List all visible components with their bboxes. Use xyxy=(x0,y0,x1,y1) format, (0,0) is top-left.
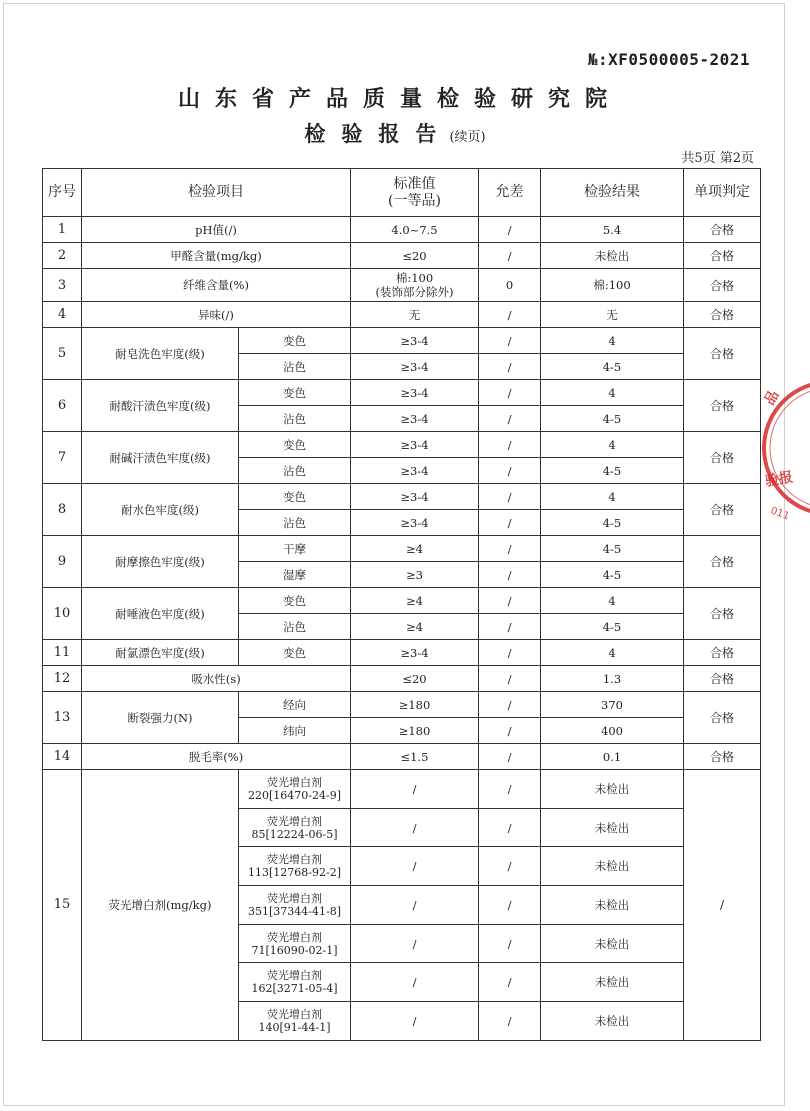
row-result: 1.3 xyxy=(541,666,684,692)
row-result: 未检出 xyxy=(541,770,684,809)
row-sub-item: 纬向 xyxy=(239,718,351,744)
row-result: 4 xyxy=(541,588,684,614)
row-tolerance: / xyxy=(479,847,541,886)
row-sub-item: 经向 xyxy=(239,692,351,718)
inspection-table xyxy=(42,168,761,1041)
row-sub-item: 变色 xyxy=(239,588,351,614)
row-standard: ≥3-4 xyxy=(351,432,479,458)
svg-text:011: 011 xyxy=(768,505,791,523)
row-tolerance: / xyxy=(479,458,541,484)
row-standard: ≥4 xyxy=(351,614,479,640)
row-sub-item: 沾色 xyxy=(239,354,351,380)
table-body xyxy=(43,217,761,1041)
row-tolerance: / xyxy=(479,924,541,963)
row-standard: ≥3-4 xyxy=(351,510,479,536)
row-sub-item: 荧光增白剂 220[16470-24-9] xyxy=(239,770,351,809)
table-row xyxy=(43,588,761,614)
row-item: 耐酸汗渍色牢度(级) xyxy=(82,380,239,432)
row-tolerance: / xyxy=(479,744,541,770)
row-result: 4-5 xyxy=(541,562,684,588)
table-row xyxy=(43,432,761,458)
row-standard: ≥3-4 xyxy=(351,406,479,432)
row-judgment: 合格 xyxy=(684,380,761,432)
row-seq: 3 xyxy=(43,269,82,302)
row-judgment: 合格 xyxy=(684,692,761,744)
table-header-row xyxy=(43,169,761,217)
row-result: 未检出 xyxy=(541,886,684,925)
row-standard: ≥3-4 xyxy=(351,328,479,354)
row-tolerance: / xyxy=(479,1002,541,1041)
report-title xyxy=(0,118,790,148)
table-row xyxy=(43,770,761,809)
row-judgment: 合格 xyxy=(684,302,761,328)
row-standard: / xyxy=(351,886,479,925)
row-item: 耐唾液色牢度(级) xyxy=(82,588,239,640)
row-sub-item: 干摩 xyxy=(239,536,351,562)
table-row xyxy=(43,484,761,510)
table-row xyxy=(43,666,761,692)
row-standard: 4.0~7.5 xyxy=(351,217,479,243)
row-item: 耐皂洗色牢度(级) xyxy=(82,328,239,380)
table-row xyxy=(43,269,761,302)
row-result: 4 xyxy=(541,328,684,354)
col-header-standard: 标准值 (一等品) xyxy=(351,169,479,217)
row-item: 异味(/) xyxy=(82,302,351,328)
row-item: 脱毛率(%) xyxy=(82,744,351,770)
row-tolerance: / xyxy=(479,217,541,243)
row-result: 4-5 xyxy=(541,458,684,484)
row-standard: / xyxy=(351,924,479,963)
row-item: 荧光增白剂(mg/kg) xyxy=(82,770,239,1041)
row-tolerance: / xyxy=(479,243,541,269)
row-standard: ≥180 xyxy=(351,718,479,744)
svg-text:品: 品 xyxy=(761,387,783,408)
row-seq: 14 xyxy=(43,744,82,770)
row-result: 4-5 xyxy=(541,406,684,432)
row-item: 耐氯漂色牢度(级) xyxy=(82,640,239,666)
table-row xyxy=(43,380,761,406)
row-result: 4 xyxy=(541,484,684,510)
row-result: 无 xyxy=(541,302,684,328)
row-standard: ≤1.5 xyxy=(351,744,479,770)
col-header-tolerance: 允差 xyxy=(479,169,541,217)
row-result: 400 xyxy=(541,718,684,744)
row-tolerance: 0 xyxy=(479,269,541,302)
row-seq: 15 xyxy=(43,770,82,1041)
row-seq: 6 xyxy=(43,380,82,432)
row-tolerance: / xyxy=(479,963,541,1002)
row-result: 4 xyxy=(541,432,684,458)
row-judgment: 合格 xyxy=(684,666,761,692)
svg-text:验报: 验报 xyxy=(763,469,795,490)
row-seq: 1 xyxy=(43,217,82,243)
row-judgment: 合格 xyxy=(684,269,761,302)
row-sub-item: 沾色 xyxy=(239,510,351,536)
row-judgment: 合格 xyxy=(684,328,761,380)
row-standard: ≥3 xyxy=(351,562,479,588)
col-header-seq: 序号 xyxy=(43,169,82,217)
row-result: 4 xyxy=(541,640,684,666)
row-tolerance: / xyxy=(479,692,541,718)
report-title-sub: (续页) xyxy=(449,130,486,145)
row-result: 370 xyxy=(541,692,684,718)
row-item: 耐碱汗渍色牢度(级) xyxy=(82,432,239,484)
row-result: 4-5 xyxy=(541,510,684,536)
row-standard: / xyxy=(351,770,479,809)
row-seq: 2 xyxy=(43,243,82,269)
table-row xyxy=(43,536,761,562)
row-tolerance: / xyxy=(479,510,541,536)
row-judgment: 合格 xyxy=(684,243,761,269)
row-sub-item: 变色 xyxy=(239,432,351,458)
row-standard: 棉:100 (装饰部分除外) xyxy=(351,269,479,302)
row-tolerance: / xyxy=(479,302,541,328)
row-tolerance: / xyxy=(479,640,541,666)
row-standard: / xyxy=(351,1002,479,1041)
row-item: 断裂强力(N) xyxy=(82,692,239,744)
row-standard: / xyxy=(351,963,479,1002)
institute-name: 山东省产品质量检验研究院 xyxy=(177,86,622,112)
row-tolerance: / xyxy=(479,886,541,925)
table-row xyxy=(43,243,761,269)
row-standard: 无 xyxy=(351,302,479,328)
row-tolerance: / xyxy=(479,808,541,847)
col-header-result: 检验结果 xyxy=(541,169,684,217)
row-result: 未检出 xyxy=(541,1002,684,1041)
row-item: 吸水性(s) xyxy=(82,666,351,692)
page-info: 共5页 第2页 xyxy=(681,151,754,166)
row-sub-item: 沾色 xyxy=(239,458,351,484)
row-judgment: 合格 xyxy=(684,432,761,484)
row-seq: 11 xyxy=(43,640,82,666)
row-judgment: 合格 xyxy=(684,640,761,666)
table-row xyxy=(43,640,761,666)
row-sub-item: 荧光增白剂 85[12224-06-5] xyxy=(239,808,351,847)
official-stamp xyxy=(750,368,810,528)
row-sub-item: 变色 xyxy=(239,328,351,354)
row-seq: 7 xyxy=(43,432,82,484)
row-seq: 5 xyxy=(43,328,82,380)
row-sub-item: 变色 xyxy=(239,640,351,666)
table-row xyxy=(43,744,761,770)
row-standard: / xyxy=(351,808,479,847)
row-tolerance: / xyxy=(479,588,541,614)
row-result: 4-5 xyxy=(541,536,684,562)
row-sub-item: 荧光增白剂 71[16090-02-1] xyxy=(239,924,351,963)
row-item: 甲醛含量(mg/kg) xyxy=(82,243,351,269)
row-tolerance: / xyxy=(479,718,541,744)
table-row xyxy=(43,217,761,243)
row-standard: ≤20 xyxy=(351,666,479,692)
row-seq: 9 xyxy=(43,536,82,588)
row-standard: ≥3-4 xyxy=(351,640,479,666)
row-judgment: 合格 xyxy=(684,588,761,640)
row-result: 4 xyxy=(541,380,684,406)
row-seq: 13 xyxy=(43,692,82,744)
row-result: 4-5 xyxy=(541,614,684,640)
row-sub-item: 沾色 xyxy=(239,406,351,432)
row-item: pH值(/) xyxy=(82,217,351,243)
row-sub-item: 变色 xyxy=(239,484,351,510)
row-standard: ≥4 xyxy=(351,536,479,562)
row-item: 纤维含量(%) xyxy=(82,269,351,302)
row-tolerance: / xyxy=(479,770,541,809)
col-header-judgment: 单项判定 xyxy=(684,169,761,217)
row-judgment: 合格 xyxy=(684,744,761,770)
row-tolerance: / xyxy=(479,536,541,562)
row-item: 耐摩擦色牢度(级) xyxy=(82,536,239,588)
row-sub-item: 荧光增白剂 140[91-44-1] xyxy=(239,1002,351,1041)
row-sub-item: 湿摩 xyxy=(239,562,351,588)
table-row xyxy=(43,328,761,354)
row-seq: 10 xyxy=(43,588,82,640)
row-result: 4-5 xyxy=(541,354,684,380)
row-standard: ≥3-4 xyxy=(351,354,479,380)
row-tolerance: / xyxy=(479,328,541,354)
row-sub-item: 变色 xyxy=(239,380,351,406)
row-standard: ≥3-4 xyxy=(351,380,479,406)
row-item: 耐水色牢度(级) xyxy=(82,484,239,536)
row-tolerance: / xyxy=(479,666,541,692)
row-tolerance: / xyxy=(479,484,541,510)
row-sub-item: 沾色 xyxy=(239,614,351,640)
row-standard: ≥180 xyxy=(351,692,479,718)
row-result: 未检出 xyxy=(541,924,684,963)
row-judgment: 合格 xyxy=(684,217,761,243)
row-tolerance: / xyxy=(479,380,541,406)
row-tolerance: / xyxy=(479,432,541,458)
row-standard: ≥4 xyxy=(351,588,479,614)
row-standard: ≤20 xyxy=(351,243,479,269)
row-tolerance: / xyxy=(479,406,541,432)
table-row xyxy=(43,692,761,718)
row-result: 5.4 xyxy=(541,217,684,243)
row-tolerance: / xyxy=(479,354,541,380)
row-seq: 4 xyxy=(43,302,82,328)
stamp-graphic xyxy=(750,368,810,528)
report-number: №:XF0500005-2021 xyxy=(587,50,750,69)
row-result: 未检出 xyxy=(541,847,684,886)
row-sub-item: 荧光增白剂 162[3271-05-4] xyxy=(239,963,351,1002)
table-row xyxy=(43,302,761,328)
row-result: 0.1 xyxy=(541,744,684,770)
row-judgment: 合格 xyxy=(684,536,761,588)
row-seq: 12 xyxy=(43,666,82,692)
row-standard: / xyxy=(351,847,479,886)
report-title-main: 检验报告 xyxy=(304,121,453,146)
row-sub-item: 荧光增白剂 351[37344-41-8] xyxy=(239,886,351,925)
row-tolerance: / xyxy=(479,562,541,588)
row-tolerance: / xyxy=(479,614,541,640)
row-judgment: 合格 xyxy=(684,484,761,536)
row-standard: ≥3-4 xyxy=(351,484,479,510)
row-standard: ≥3-4 xyxy=(351,458,479,484)
row-seq: 8 xyxy=(43,484,82,536)
col-header-item: 检验项目 xyxy=(82,169,351,217)
row-result: 未检出 xyxy=(541,243,684,269)
row-result: 未检出 xyxy=(541,963,684,1002)
row-sub-item: 荧光增白剂 113[12768-92-2] xyxy=(239,847,351,886)
row-result: 未检出 xyxy=(541,808,684,847)
row-result: 棉:100 xyxy=(541,269,684,302)
row-judgment: / xyxy=(684,770,761,1041)
